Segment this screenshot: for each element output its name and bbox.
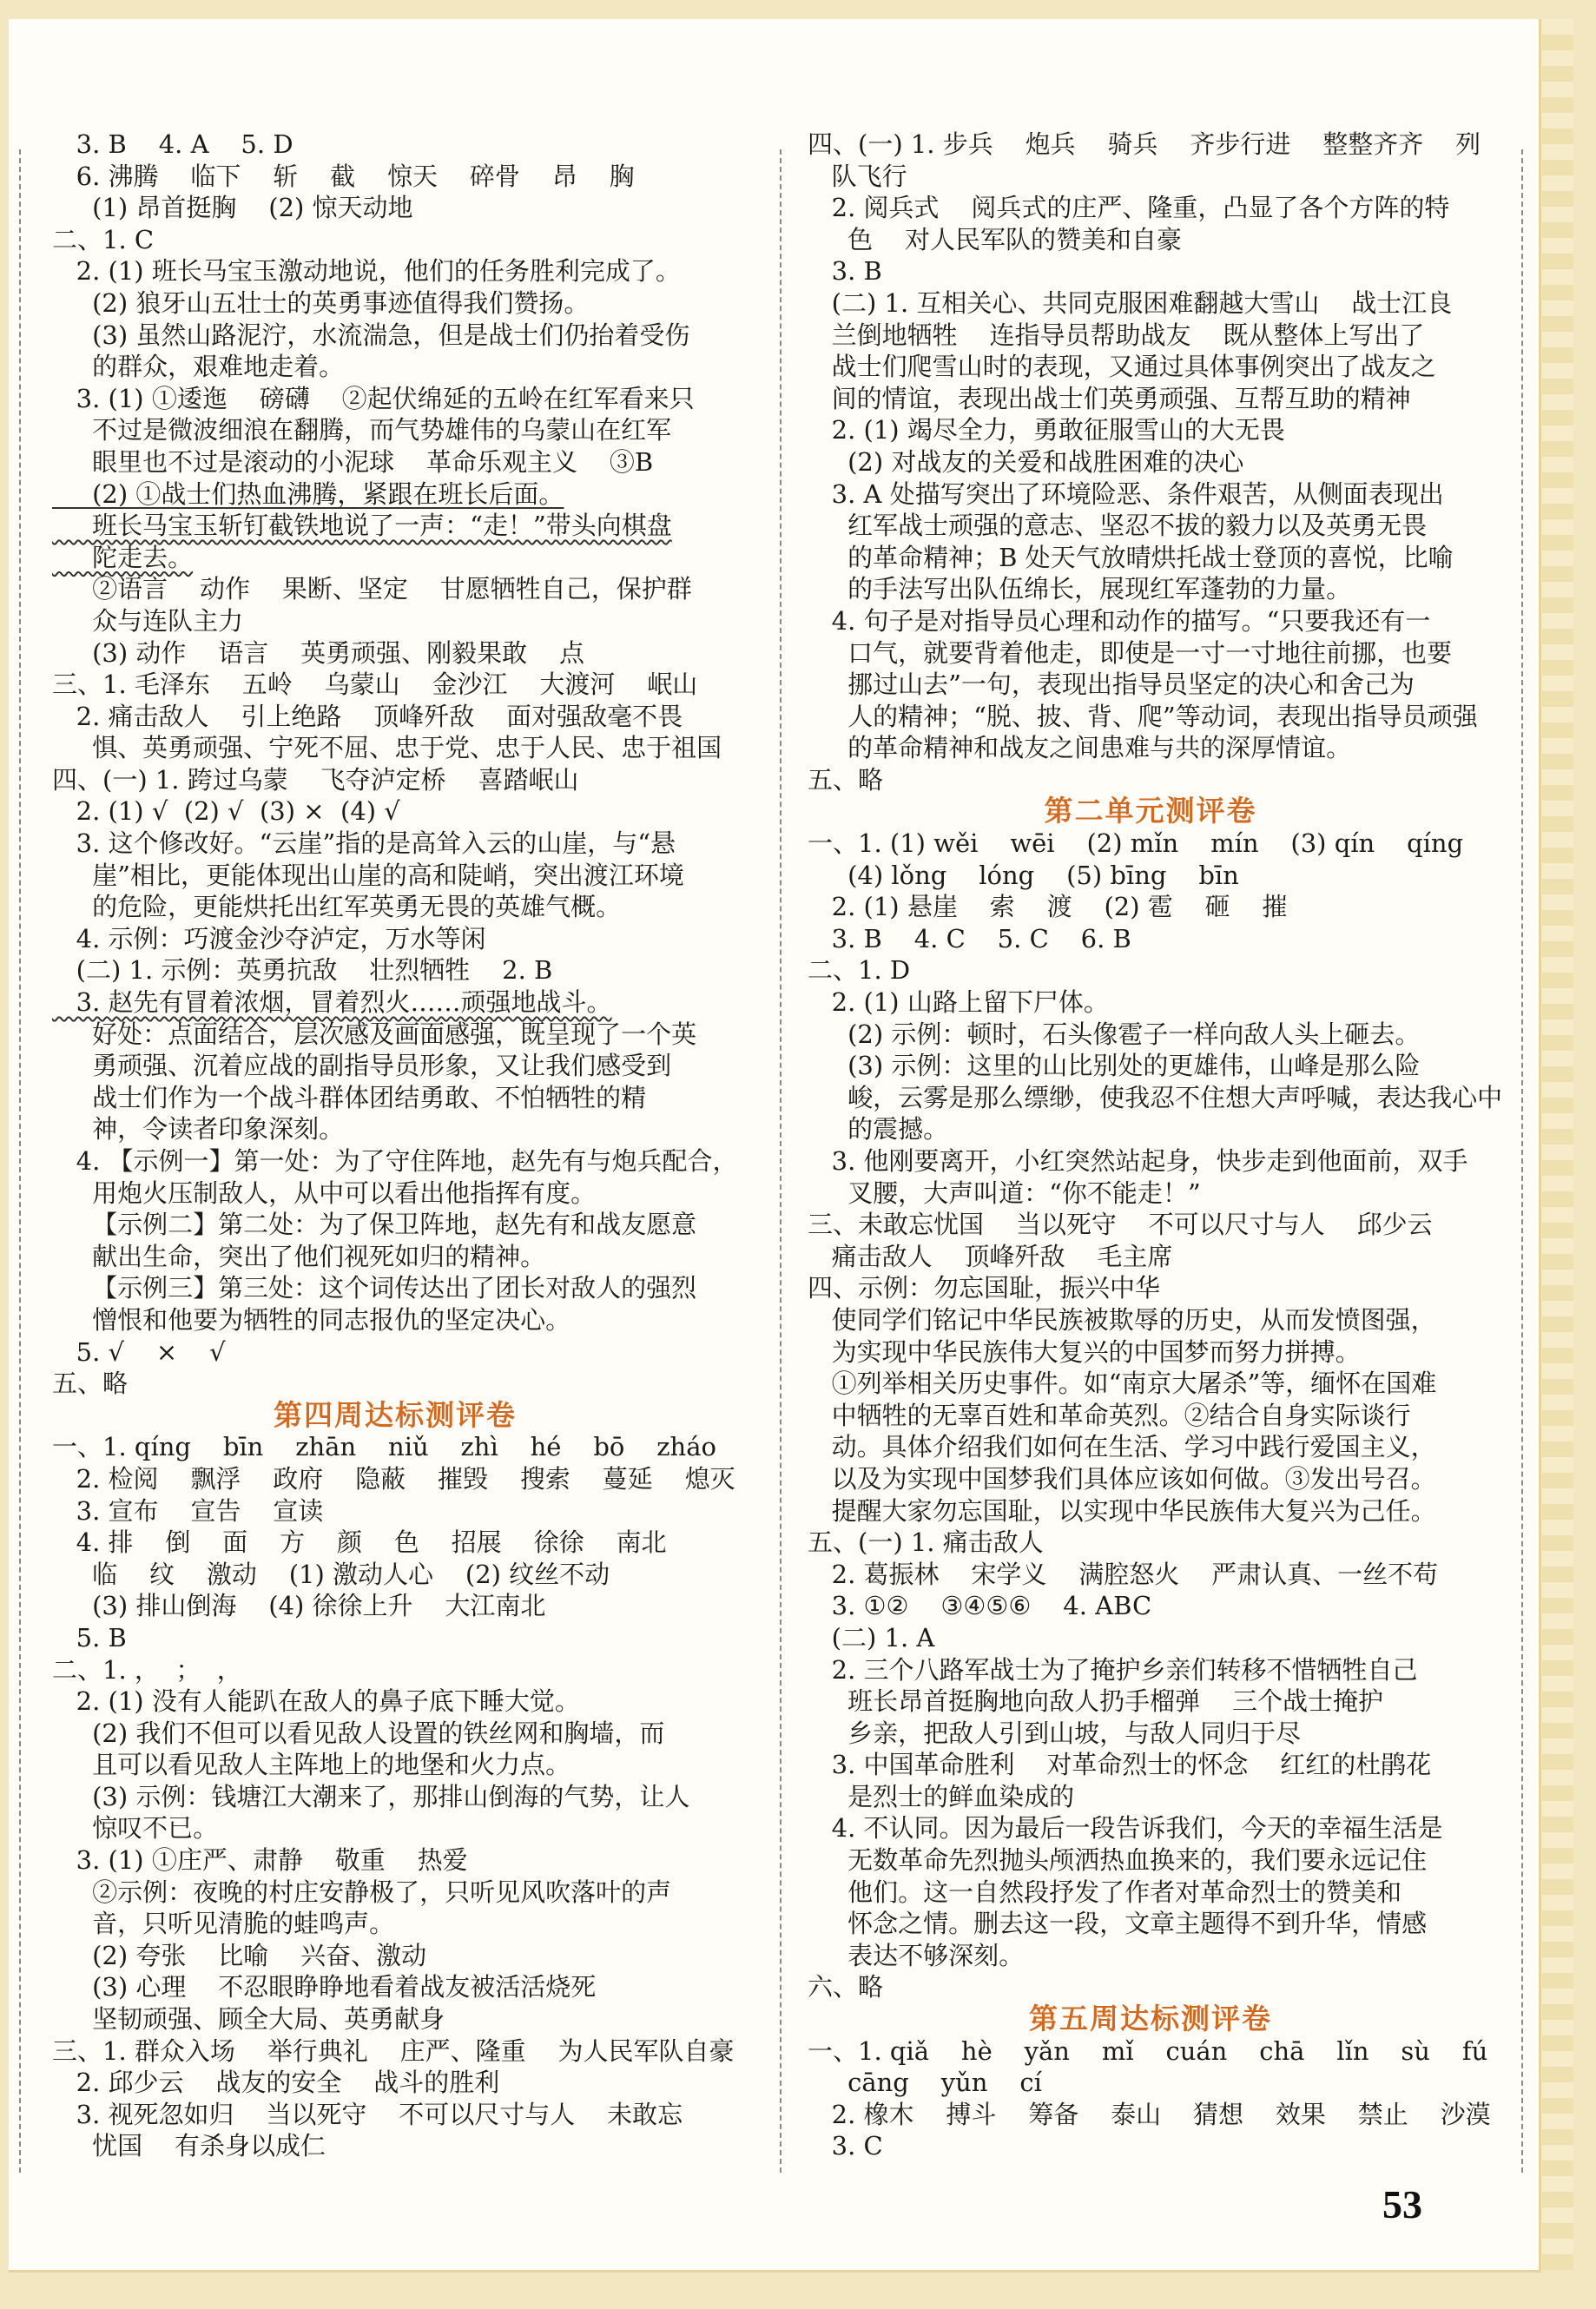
answer-line: 五、(一) 1. 痛击敌人 bbox=[808, 1527, 1044, 1558]
answer-line: 2. (1) 山路上留下尸体。 bbox=[808, 987, 1109, 1018]
answer-line: 好处：点面结合，层次感及画面感强，既呈现了一个英 bbox=[52, 1019, 697, 1049]
answer-line: 2. 葛振林 宋学义 满腔怒火 严肃认真、一丝不苟 bbox=[808, 1559, 1439, 1589]
answer-line: 四、(一) 1. 步兵 炮兵 骑兵 齐步行进 整整齐齐 列 bbox=[808, 129, 1481, 159]
answer-line: 痛击敌人 顶峰歼敌 毛主席 bbox=[808, 1241, 1173, 1271]
answer-line: 色 对人民军队的赞美和自豪 bbox=[808, 224, 1182, 254]
answer-line: 3. C bbox=[808, 2131, 883, 2161]
answer-line: 3. ①② ③④⑤⑥ 4. ABC bbox=[808, 1591, 1152, 1621]
right-column bbox=[808, 129, 1503, 2162]
answer-line: 2. (1) 班长马宝玉激动地说，他们的任务胜利完成了。 bbox=[52, 256, 681, 287]
answer-line: 3. B 4. A 5. D bbox=[52, 129, 293, 159]
answer-line: 口气，就要背着他走，即使是一寸一寸地往前挪，也要 bbox=[808, 637, 1453, 668]
right-border-dashed bbox=[1521, 149, 1523, 2173]
answer-line: 3. 赵先有冒着浓烟，冒着烈火……顽强地战斗。 bbox=[52, 987, 612, 1018]
answer-line: 且可以看见敌人主阵地上的地堡和火力点。 bbox=[52, 1750, 571, 1780]
answer-line: (二) 1. 互相关心、共同克服困难翻越大雪山 战士江良 bbox=[808, 287, 1453, 318]
answer-line: 4. 排 倒 面 方 颜 色 招展 徐徐 南北 bbox=[52, 1527, 667, 1558]
answer-line: 是烈士的鲜血染成的 bbox=[808, 1781, 1075, 1811]
left-column bbox=[52, 129, 738, 2162]
answer-line: 3. 中国革命胜利 对革命烈士的怀念 红红的杜鹃花 bbox=[808, 1750, 1432, 1780]
answer-line: 5. √ × √ bbox=[52, 1336, 226, 1367]
answer-line: 2. 橡木 搏斗 筹备 泰山 猜想 效果 禁止 沙漠 bbox=[808, 2099, 1491, 2129]
answer-line: 4. 【示例一】第一处：为了守住阵地，赵先有与炮兵配合， bbox=[52, 1146, 738, 1176]
answer-line: 6. 沸腾 临下 斩 截 惊天 碎骨 昂 胸 bbox=[52, 161, 635, 191]
answer-line: 音，只听见清脆的蛙鸣声。 bbox=[52, 1909, 395, 1939]
answer-line: 憎恨和他要为牺牲的同志报仇的坚定决心。 bbox=[52, 1304, 571, 1335]
answer-line: 的震撼。 bbox=[808, 1114, 949, 1145]
answer-line: 3. 他刚要离开，小红突然站起身，快步走到他面前，双手 bbox=[808, 1146, 1468, 1176]
answer-line: (2) 示例：顿时，石头像雹子一样向敌人头上砸去。 bbox=[808, 1019, 1421, 1049]
answer-line: 用炮火压制敌人，从中可以看出他指挥有度。 bbox=[52, 1178, 597, 1208]
answer-line: 四、示例：勿忘国耻，振兴中华 bbox=[808, 1273, 1161, 1303]
answer-line: 挪过山去”一句，表现出指导员坚定的决心和舍己为 bbox=[808, 670, 1415, 700]
answer-line: 3. B 4. C 5. C 6. B bbox=[808, 923, 1131, 953]
answer-line: 神，令读者印象深刻。 bbox=[52, 1114, 345, 1145]
answer-line: 眼里也不过是滚动的小泥球 革命乐观主义 ③B bbox=[52, 446, 654, 477]
answer-line: 二、1. ， ； ， bbox=[52, 1654, 242, 1685]
section-heading: 第四周达标测评卷 bbox=[274, 1397, 517, 1432]
section-heading: 第五周达标测评卷 bbox=[1029, 2002, 1272, 2036]
answer-line: 3. 这个修改好。“云崖”指的是高耸入云的山崖，与“悬 bbox=[52, 828, 676, 859]
answer-line: 战士们爬雪山时的表现，又通过具体事例突出了战友之 bbox=[808, 352, 1436, 382]
answer-line: 叉腰，大声叫道：“你不能走！” bbox=[808, 1178, 1201, 1208]
answer-line: 陀走去。 bbox=[52, 542, 194, 572]
answer-line: (3) 心理 不忍眼睁睁地看着战友被活活烧死 bbox=[52, 1972, 597, 2002]
answer-line: 2. (1) 竭尽全力，勇敢征服雪山的大无畏 bbox=[808, 415, 1285, 445]
answer-line: 兰倒地牺牲 连指导员帮助战友 既从整体上写出了 bbox=[808, 320, 1425, 350]
answer-line: 3. A 处描写突出了环境险恶、条件艰苦，从侧面表现出 bbox=[808, 478, 1444, 509]
answer-line: 3. B bbox=[808, 256, 882, 287]
page-number: 53 bbox=[1382, 2182, 1422, 2227]
answer-line: (2) 狼牙山五壮士的英勇事迹值得我们赞扬。 bbox=[52, 287, 590, 318]
column-divider-dashed bbox=[780, 149, 782, 2173]
answer-line: 惊叹不已。 bbox=[52, 1813, 219, 1844]
answer-line: ②语言 动作 果断、坚定 甘愿牺牲自己，保护群 bbox=[52, 574, 692, 604]
answer-line: 峻，云雾是那么缥缈，使我忍不住想大声呼喊，表达我心中 bbox=[808, 1082, 1503, 1112]
answer-line: 三、1. 群众入场 举行典礼 庄严、隆重 为人民军队自豪 bbox=[52, 2035, 735, 2066]
answer-line: 间的情谊，表现出战士们英勇顽强、互帮互助的精神 bbox=[808, 383, 1411, 413]
answer-line: 一、1. qíng bīn zhān niǔ zhì hé bō zháo bbox=[52, 1432, 716, 1462]
section-heading: 第二单元测评卷 bbox=[1044, 794, 1257, 828]
answer-line: 战士们作为一个战斗群体团结勇敢、不怕牺牲的精 bbox=[52, 1082, 647, 1112]
answer-line: 的革命精神和战友之间患难与共的深厚情谊。 bbox=[808, 733, 1352, 763]
answer-line: 惧、英勇顽强、宁死不屈、忠于党、忠于人民、忠于祖国 bbox=[52, 733, 722, 763]
answer-line: 为实现中华民族伟大复兴的中国梦而努力拼搏。 bbox=[808, 1336, 1361, 1367]
answer-line: 红军战士顽强的意志、坚忍不拔的毅力以及英勇无畏 bbox=[808, 511, 1428, 541]
answer-line: 4. 不认同。因为最后一段告诉我们，今天的幸福生活是 bbox=[808, 1813, 1443, 1844]
answer-line: 班长昂首挺胸地向敌人扔手榴弹 三个战士掩护 bbox=[808, 1686, 1383, 1717]
answer-line: 他们。这一自然段抒发了作者对革命烈士的赞美和 bbox=[808, 1877, 1402, 1907]
answer-line: 2. 检阅 飘浮 政府 隐蔽 摧毁 搜索 蔓延 熄灭 bbox=[52, 1463, 735, 1494]
answer-line: 坚韧顽强、顾全大局、英勇献身 bbox=[52, 2004, 445, 2035]
answer-line: 动。具体介绍我们如何在生活、学习中践行爱国主义， bbox=[808, 1432, 1436, 1462]
answer-line: 众与连队主力 bbox=[52, 605, 244, 636]
answer-line: 勇顽强、沉着应战的副指导员形象，又让我们感受到 bbox=[52, 1051, 672, 1081]
answer-line: 怀念之情。删去这一段，文章主题得不到升华，情感 bbox=[808, 1909, 1428, 1939]
answer-line: 班长马宝玉斩钉截铁地说了一声：“走！”带头向棋盘 bbox=[52, 511, 672, 541]
answer-line: 中牺牲的无辜百姓和革命英烈。②结合自身实际谈行 bbox=[808, 1400, 1411, 1430]
answer-line: (3) 排山倒海 (4) 徐徐上升 大江南北 bbox=[52, 1591, 546, 1621]
answer-line: 提醒大家勿忘国耻，以实现中华民族伟大复兴为己任。 bbox=[808, 1495, 1436, 1526]
answer-line: 5. B bbox=[52, 1622, 127, 1653]
answer-line: 二、1. C bbox=[52, 224, 155, 254]
answer-line: 四、(一) 1. 跨过乌蒙 飞夺泸定桥 喜踏岷山 bbox=[52, 764, 579, 795]
answer-line: 献出生命，突出了他们视死如归的精神。 bbox=[52, 1241, 546, 1271]
answer-line: (3) 动作 语言 英勇顽强、刚毅果敢 点 bbox=[52, 637, 585, 668]
answer-line: (4) lǒng lóng (5) bīng bīn bbox=[808, 860, 1239, 890]
answer-line: 五、略 bbox=[808, 764, 884, 795]
answer-line: (2) 我们不但可以看见敌人设置的铁丝网和胸墙，而 bbox=[52, 1718, 665, 1748]
answer-line: (2) ①战士们热血沸腾，紧跟在班长后面。 bbox=[52, 478, 564, 509]
answer-line: (二) 1. A bbox=[808, 1622, 935, 1653]
answer-line: 六、略 bbox=[808, 1972, 884, 2002]
answer-line: 2. (1) 悬崖 索 渡 (2) 雹 砸 摧 bbox=[808, 892, 1288, 922]
answer-line: 使同学们铭记中华民族被欺辱的历史，从而发愤图强， bbox=[808, 1304, 1436, 1335]
answer-line: 3. (1) ①逶迤 磅礴 ②起伏绵延的五岭在红军看来只 bbox=[52, 383, 695, 413]
answer-line: 队飞行 bbox=[808, 161, 907, 191]
answer-line: 忧国 有杀身以成仁 bbox=[52, 2131, 326, 2161]
answer-line: (3) 示例：钱塘江大潮来了，那排山倒海的气势，让人 bbox=[52, 1781, 690, 1811]
answer-line: 人的精神；“脱、披、背、爬”等动词，表现出指导员顽强 bbox=[808, 701, 1478, 731]
answer-line: 的革命精神；B 处天气放晴烘托战士登顶的喜悦，比喻 bbox=[808, 542, 1454, 572]
answer-line: 表达不够深刻。 bbox=[808, 1940, 1025, 1970]
answer-line: (2) 夸张 比喻 兴奋、激动 bbox=[52, 1940, 427, 1970]
answer-line: 三、1. 毛泽东 五岭 乌蒙山 金沙江 大渡河 岷山 bbox=[52, 670, 698, 700]
answer-line: 一、1. qiǎ hè yǎn mǐ cuán chā lǐn sù fú bbox=[808, 2035, 1488, 2066]
answer-line: 二、1. D bbox=[808, 955, 911, 986]
answer-line: 崖”相比，更能体现出山崖的高和陡峭，突出渡江环境 bbox=[52, 860, 684, 890]
left-border-dashed bbox=[19, 149, 21, 2173]
answer-line: 2. 邱少云 战友的安全 战斗的胜利 bbox=[52, 2068, 500, 2098]
answer-line: 2. (1) 没有人能趴在敌人的鼻子底下睡大觉。 bbox=[52, 1686, 580, 1717]
answer-line: 的群众，艰难地走着。 bbox=[52, 352, 345, 382]
answer-line: cāng yǔn cí bbox=[808, 2068, 1042, 2098]
answer-line: 五、略 bbox=[52, 1369, 129, 1399]
answer-line: 4. 示例：巧渡金沙夺泸定，万水等闲 bbox=[52, 923, 486, 953]
answer-line: (1) 昂首挺胸 (2) 惊天动地 bbox=[52, 193, 413, 223]
answer-line: 【示例二】第二处：为了保卫阵地，赵先有和战友愿意 bbox=[52, 1210, 697, 1240]
answer-line: 不过是微波细浪在翻腾，而气势雄伟的乌蒙山在红军 bbox=[52, 415, 672, 445]
answer-line: 3. (1) ①庄严、肃静 敬重 热爱 bbox=[52, 1845, 468, 1876]
answer-line: ①列举相关历史事件。如“南京大屠杀”等，缅怀在国难 bbox=[808, 1369, 1437, 1399]
answer-line: 【示例三】第三处：这个词传达出了团长对敌人的强烈 bbox=[52, 1273, 697, 1303]
answer-line: 2. 三个八路军战士为了掩护乡亲们转移不惜牺牲自己 bbox=[808, 1654, 1418, 1685]
answer-line: (2) 对战友的关爱和战胜困难的决心 bbox=[808, 446, 1244, 477]
answer-line: 3. 宣布 宣告 宣读 bbox=[52, 1495, 324, 1526]
answer-line: 2. 阅兵式 阅兵式的庄严、隆重，凸显了各个方阵的特 bbox=[808, 193, 1450, 223]
answer-line: (3) 虽然山路泥泞，水流湍急，但是战士们仍抬着受伤 bbox=[52, 320, 690, 350]
answer-line: 3. 视死忽如归 当以死守 不可以尺寸与人 未敢忘 bbox=[52, 2099, 683, 2129]
answer-line: 无数革命先烈抛头颅洒热血换来的，我们要永远记住 bbox=[808, 1845, 1428, 1876]
answer-line: 2. 痛击敌人 引上绝路 顶峰歼敌 面对强敌毫不畏 bbox=[52, 701, 683, 731]
answer-line: 2. (1) √ (2) √ (3) × (4) √ bbox=[52, 796, 400, 827]
answer-line: 三、未敢忘忧国 当以死守 不可以尺寸与人 邱少云 bbox=[808, 1210, 1433, 1240]
answer-line: 临 纹 激动 (1) 激动人心 (2) 纹丝不动 bbox=[52, 1559, 610, 1589]
answer-line: 的手法写出队伍绵长，展现红军蓬勃的力量。 bbox=[808, 574, 1352, 604]
answer-line: 4. 句子是对指导员心理和动作的描写。“只要我还有一 bbox=[808, 605, 1431, 636]
answer-line: (3) 示例：这里的山比别处的更雄伟，山峰是那么险 bbox=[808, 1051, 1421, 1081]
answer-line: 一、1. (1) wěi wēi (2) mǐn mín (3) qín qíng bbox=[808, 828, 1464, 859]
answer-line: 以及为实现中国梦我们具体应该如何做。③发出号召。 bbox=[808, 1463, 1436, 1494]
answer-line: ②示例：夜晚的村庄安静极了，只听见风吹落叶的声 bbox=[52, 1877, 672, 1907]
answer-line: 乡亲，把敌人引到山坡，与敌人同归于尽 bbox=[808, 1718, 1302, 1748]
answer-line: (二) 1. 示例：英勇抗敌 壮烈牺牲 2. B bbox=[52, 955, 553, 986]
answer-line: 的危险，更能烘托出红军英勇无畏的英雄气概。 bbox=[52, 892, 622, 922]
